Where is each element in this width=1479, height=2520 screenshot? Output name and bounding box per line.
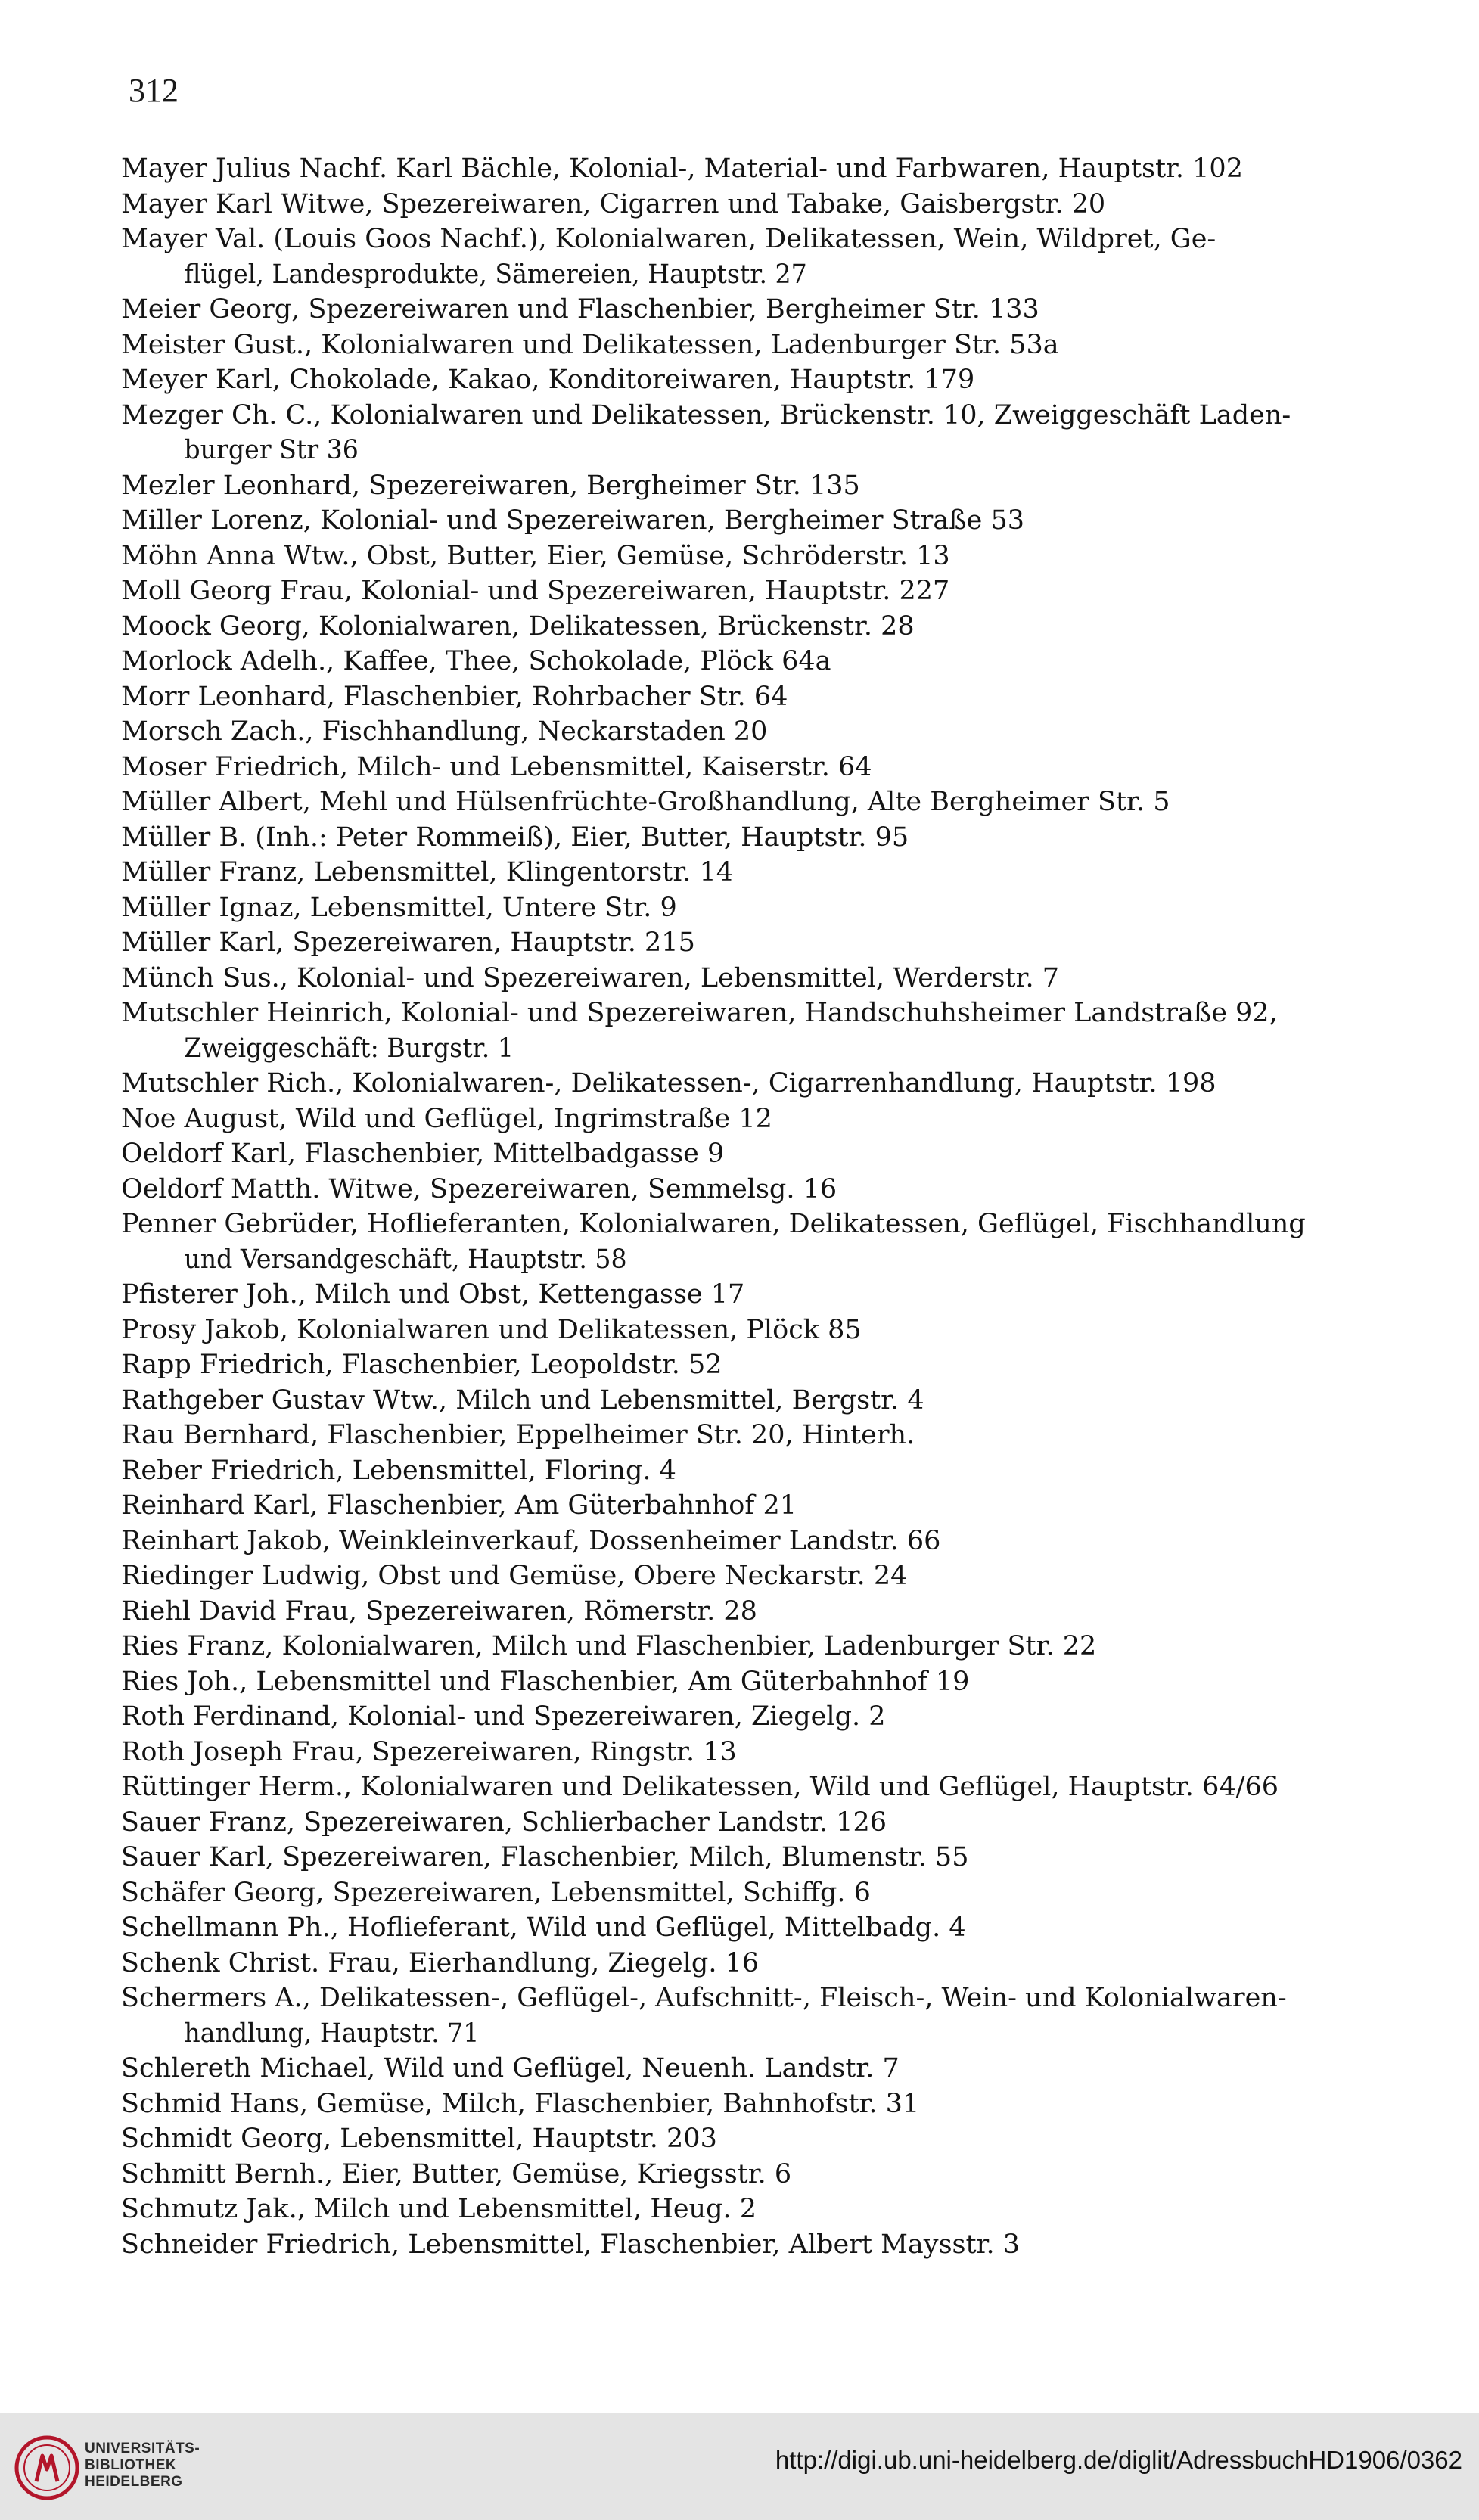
directory-entry: Roth Joseph Frau, Spezereiwaren, Ringstr. 13 [121,1736,737,1767]
directory-entry: Moock Georg, Kolonialwaren, Delikatessen, Brückenstr. 28 [121,611,915,642]
directory-entry: Müller Ignaz, Lebensmittel, Untere Str. 9 [121,892,677,923]
directory-entry: Mezger Ch. C., Kolonialwaren und Delikatessen, Brückenstr. 10, Zweiggeschäft Laden- [121,399,1291,430]
directory-entry: Morr Leonhard, Flaschenbier, Rohrbacher Str. 64 [121,681,788,712]
directory-entry: Meister Gust., Kolonialwaren und Delikatessen, Ladenburger Str. 53a [121,329,1059,360]
entry-continuation-line: burger Str 36 [184,435,359,465]
directory-entry: Reinhard Karl, Flaschenbier, Am Güterbahnhof 21 [121,1490,797,1521]
directory-entry: Müller Albert, Mehl und Hülsenfrüchte-Großhandlung, Alte Bergheimer Str. 5 [121,787,1170,817]
directory-entry: Riedinger Ludwig, Obst und Gemüse, Obere Neckarstr. 24 [121,1561,908,1591]
library-logo[interactable] [14,2430,241,2506]
directory-entry: Meyer Karl, Chokolade, Kakao, Konditoreiwaren, Hauptstr. 179 [121,365,975,395]
directory-entry: Penner Gebrüder, Hoflieferanten, Kolonialwaren, Delikatessen, Geflügel, Fischhandlung [121,1209,1306,1239]
entry-continuation-line: flügel, Landesprodukte, Sämereien, Hauptstr. 27 [184,259,807,290]
directory-entry: Morsch Zach., Fischhandlung, Neckarstaden 20 [121,716,768,747]
directory-entry: Ries Joh., Lebensmittel und Flaschenbier, Am Güterbahnhof 19 [121,1666,970,1697]
directory-entry: Rau Bernhard, Flaschenbier, Eppelheimer Str. 20, Hinterh. [121,1420,915,1450]
directory-entry: Schmutz Jak., Milch und Lebensmittel, Heug. 2 [121,2194,757,2224]
entry-continuation-line: handlung, Hauptstr. 71 [184,2018,480,2049]
directory-entry: Schmidt Georg, Lebensmittel, Hauptstr. 203 [121,2124,717,2154]
directory-entry: Sauer Franz, Spezereiwaren, Schlierbacher Landstr. 126 [121,1807,887,1838]
directory-entry: Schellmann Ph., Hoflieferant, Wild und Geflügel, Mittelbadg. 4 [121,1913,966,1943]
directory-entry: Moser Friedrich, Milch- und Lebensmittel, Kaiserstr. 64 [121,751,872,782]
directory-entry: Noe August, Wild und Geflügel, Ingrimstraße 12 [121,1103,772,1134]
directory-entry: Schermers A., Delikatessen-, Geflügel-, Aufschnitt-, Fleisch-, Wein- und Kolonialwaren- [121,1983,1287,2013]
directory-entry: Rathgeber Gustav Wtw., Milch und Lebensmittel, Bergstr. 4 [121,1384,924,1415]
library-logo-text [85,2441,200,2490]
directory-entry: Sauer Karl, Spezereiwaren, Flaschenbier, Milch, Blumenstr. 55 [121,1842,969,1872]
directory-entry: Mezler Leonhard, Spezereiwaren, Bergheimer Str. 135 [121,470,860,501]
entry-continuation-line: und Versandgeschäft, Hauptstr. 58 [184,1244,627,1275]
directory-entry: Mutschler Rich., Kolonialwaren-, Delikatessen-, Cigarrenhandlung, Hauptstr. 198 [121,1068,1216,1098]
entry-continuation-line: Zweiggeschäft: Burgstr. 1 [184,1033,514,1064]
directory-entry: Rapp Friedrich, Flaschenbier, Leopoldstr. 52 [121,1350,722,1380]
directory-entry: Möhn Anna Wtw., Obst, Butter, Eier, Gemüse, Schröderstr. 13 [121,540,950,571]
viewer-footer [0,2413,1479,2520]
directory-entry: Münch Sus., Kolonial- und Spezereiwaren, Lebensmittel, Werderstr. 7 [121,962,1059,993]
directory-entry: Roth Ferdinand, Kolonial- und Spezereiwaren, Ziegelg. 2 [121,1701,886,1732]
directory-entry: Mayer Julius Nachf. Karl Bächle, Kolonial-, Material- und Farbwaren, Hauptstr. 102 [121,154,1243,184]
directory-entry: Schmitt Bernh., Eier, Butter, Gemüse, Kriegsstr. 6 [121,2158,792,2189]
logo-line: BIBLIOTHEK [85,2457,177,2473]
directory-entry: Schlereth Michael, Wild und Geflügel, Neuenh. Landstr. 7 [121,2053,900,2083]
directory-entry: Mayer Val. (Louis Goos Nachf.), Kolonialwaren, Delikatessen, Wein, Wildpret, Ge- [121,224,1216,254]
directory-entry: Oeldorf Matth. Witwe, Spezereiwaren, Semmelsg. 16 [121,1173,837,1204]
directory-entry: Schäfer Georg, Spezereiwaren, Lebensmittel, Schiffg. 6 [121,1877,871,1908]
directory-entry: Mutschler Heinrich, Kolonial- und Spezereiwaren, Handschuhsheimer Landstraße 92, [121,998,1278,1028]
logo-line: HEIDELBERG [85,2474,183,2490]
directory-entry: Morlock Adelh., Kaffee, Thee, Schokolade, Plöck 64a [121,646,831,676]
directory-entry: Oeldorf Karl, Flaschenbier, Mittelbadgasse 9 [121,1139,725,1169]
directory-entry: Ries Franz, Kolonialwaren, Milch und Flaschenbier, Ladenburger Str. 22 [121,1631,1097,1661]
directory-entry: Pfisterer Joh., Milch und Obst, Kettengasse 17 [121,1279,745,1310]
directory-entry: Rüttinger Herm., Kolonialwaren und Delikatessen, Wild und Geflügel, Hauptstr. 64/66 [121,1772,1279,1802]
directory-entry: Müller Franz, Lebensmittel, Klingentorstr. 14 [121,857,733,887]
directory-entry: Prosy Jakob, Kolonialwaren und Delikatessen, Plöck 85 [121,1314,862,1345]
page-number: 312 [129,72,179,109]
directory-entry: Meier Georg, Spezereiwaren und Flaschenbier, Bergheimer Str. 133 [121,294,1039,325]
directory-entry: Müller Karl, Spezereiwaren, Hauptstr. 215 [121,928,695,958]
directory-entry: Schenk Christ. Frau, Eierhandlung, Ziegelg. 16 [121,1947,760,1978]
directory-entry: Reinhart Jakob, Weinkleinverkauf, Dossenheimer Landstr. 66 [121,1525,941,1556]
directory-entry: Reber Friedrich, Lebensmittel, Floring. 4 [121,1455,676,1486]
logo-line: UNIVERSITÄTS- [85,2441,200,2456]
directory-entries [121,151,1400,2262]
directory-entry: Schmid Hans, Gemüse, Milch, Flaschenbier, Bahnhofstr. 31 [121,2088,920,2119]
source-url-link[interactable]: http://digi.ub.uni-heidelberg.de/diglit/AdressbuchHD1906/0362 [775,2446,1462,2474]
directory-entry: Mayer Karl Witwe, Spezereiwaren, Cigarren und Tabake, Gaisbergstr. 20 [121,188,1106,219]
directory-entry: Riehl David Frau, Spezereiwaren, Römerstr. 28 [121,1596,757,1627]
directory-entry: Müller B. (Inh.: Peter Rommeiß), Eier, Butter, Hauptstr. 95 [121,822,909,853]
directory-entry: Moll Georg Frau, Kolonial- und Spezereiwaren, Hauptstr. 227 [121,576,950,606]
directory-entry: Miller Lorenz, Kolonial- und Spezereiwaren, Bergheimer Straße 53 [121,505,1024,536]
seal-icon [14,2435,80,2501]
directory-entry: Schneider Friedrich, Lebensmittel, Flaschenbier, Albert Maysstr. 3 [121,2229,1020,2260]
